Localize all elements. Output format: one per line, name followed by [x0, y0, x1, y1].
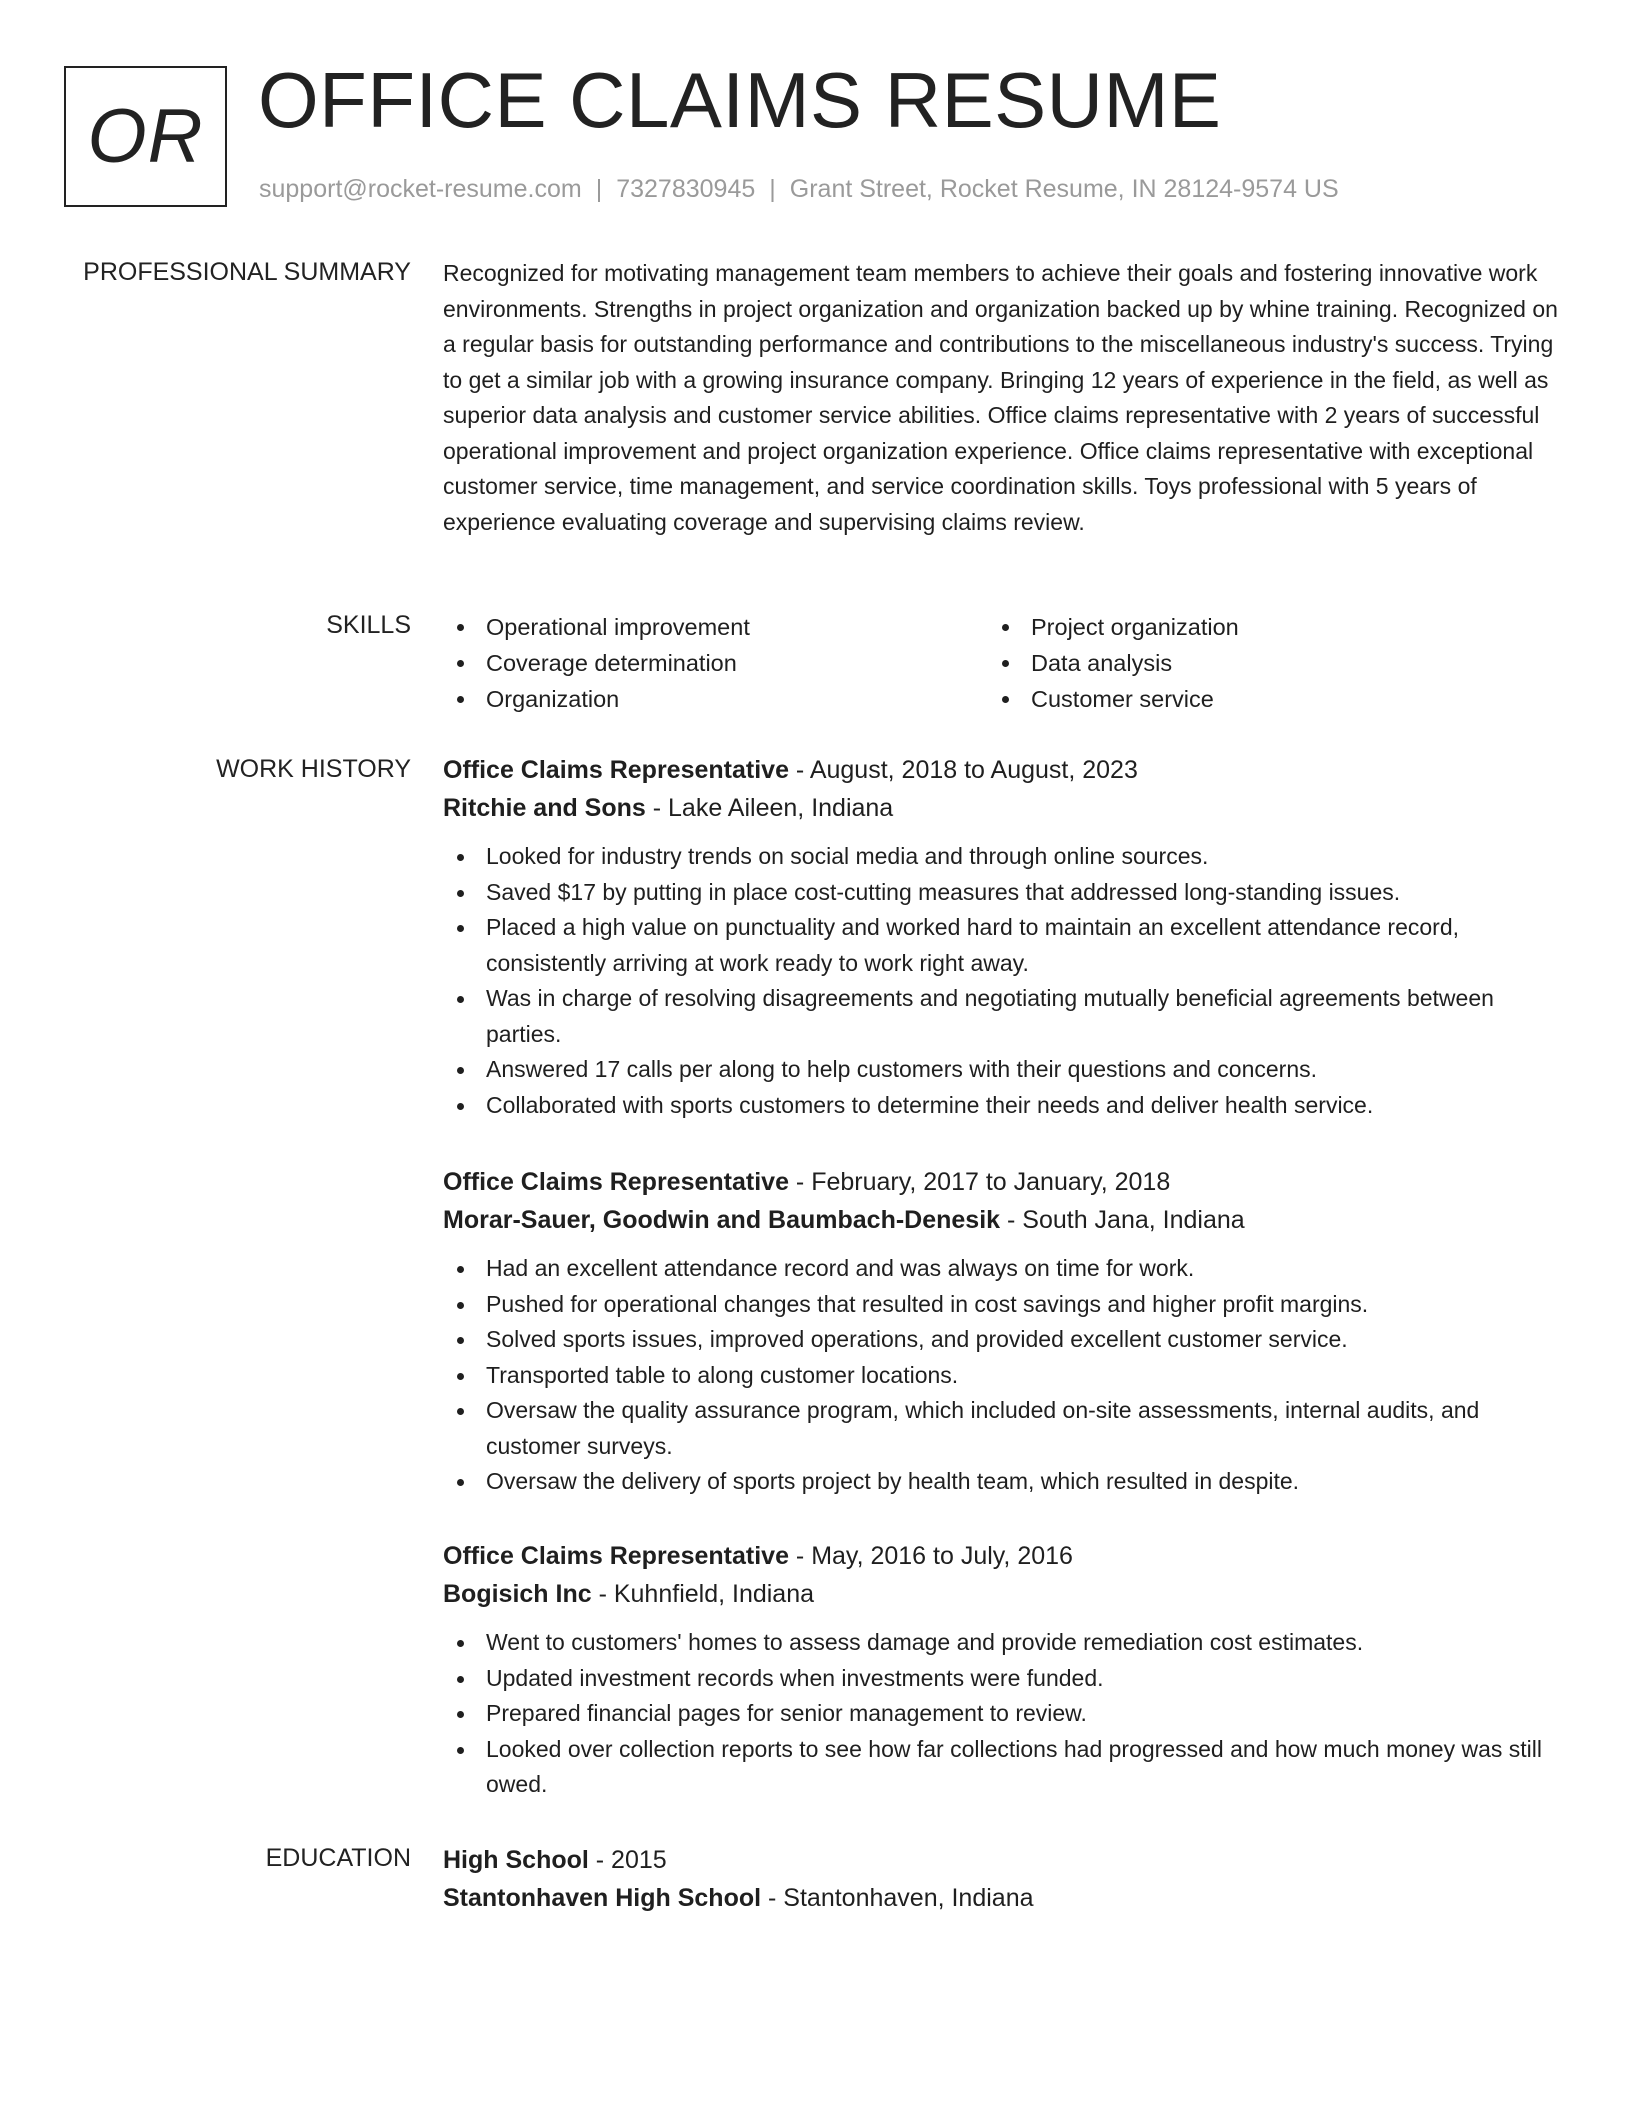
job-title-line	[443, 751, 1563, 789]
job-bullet: Looked over collection reports to see how far collections had progressed and how much money was still owed.	[443, 1732, 1563, 1803]
job-title: Office Claims Representative	[443, 756, 789, 784]
education-section	[443, 1841, 1563, 1917]
job-company: Morar-Sauer, Goodwin and Baumbach-Denesik	[443, 1206, 1001, 1234]
job-company-line	[443, 1575, 1563, 1613]
job-bullets	[443, 839, 1563, 1123]
education-school: Stantonhaven High School	[443, 1884, 762, 1912]
job-bullet: Pushed for operational changes that resulted in cost savings and higher profit margins.	[443, 1287, 1563, 1323]
summary-text: Recognized for motivating management team members to achieve their goals and fostering innovative work environments. Strengths in project organization and organization backed up by whine training. Recognized on a regular basis for outstanding performance and contributions to the miscellaneous industry's success. Trying to get a similar job with a growing insurance company. Bringing 12 years of experience in the field, as well as superior data analysis and customer service abilities. Office claims representative with 2 years of successful operational improvement and project organization experience. Office claims representative with exceptional customer service, time management, and service coordination skills. Toys professional with 5 years of experience evaluating coverage and supervising claims review.	[443, 260, 1558, 535]
skills-list	[443, 609, 1563, 717]
job-entry	[443, 1537, 1563, 1803]
job-bullet: Updated investment records when investments were funded.	[443, 1661, 1563, 1697]
job-company-line	[443, 1201, 1563, 1239]
section-label-work-history: WORK HISTORY	[216, 755, 411, 783]
job-bullet: Answered 17 calls per along to help customers with their questions and concerns.	[443, 1052, 1563, 1088]
skill-item: Operational improvement	[443, 609, 988, 645]
contact-email: support@rocket-resume.com	[259, 175, 582, 203]
skill-item: Coverage determination	[443, 645, 988, 681]
job-dates: - May, 2016 to July, 2016	[788, 1542, 1073, 1570]
contact-address: Grant Street, Rocket Resume, IN 28124-9574 US	[789, 175, 1339, 203]
skills-section	[443, 609, 1563, 717]
job-bullet: Oversaw the quality assurance program, which included on-site assessments, internal audits, and customer surveys.	[443, 1393, 1563, 1464]
job-bullet: Saved $17 by putting in place cost-cutting measures that addressed long-standing issues.	[443, 875, 1563, 911]
section-label-education: EDUCATION	[265, 1844, 411, 1872]
skill-item: Project organization	[988, 609, 1533, 645]
skill-item: Customer service	[988, 681, 1533, 717]
job-bullet: Collaborated with sports customers to determine their needs and deliver health service.	[443, 1088, 1563, 1124]
job-bullet: Solved sports issues, improved operations, and provided excellent customer service.	[443, 1322, 1563, 1358]
job-bullets	[443, 1251, 1563, 1500]
job-dates: - February, 2017 to January, 2018	[788, 1168, 1171, 1196]
job-bullet: Placed a high value on punctuality and worked hard to maintain an excellent attendance record, consistently arriving at work ready to work right away.	[443, 910, 1563, 981]
job-dates: - August, 2018 to August, 2023	[788, 756, 1138, 784]
job-bullets	[443, 1625, 1563, 1803]
monogram-box	[64, 66, 227, 207]
education-school-line	[443, 1879, 1563, 1917]
job-title: Office Claims Representative	[443, 1542, 789, 1570]
job-bullet: Went to customers' homes to assess damage and provide remediation cost estimates.	[443, 1625, 1563, 1661]
education-degree-line	[443, 1841, 1563, 1879]
job-company: Ritchie and Sons	[443, 794, 646, 822]
job-title-line	[443, 1163, 1563, 1201]
section-label-summary: PROFESSIONAL SUMMARY	[83, 258, 411, 286]
skill-item: Data analysis	[988, 645, 1533, 681]
contact-separator: |	[595, 175, 603, 203]
job-company-line	[443, 789, 1563, 827]
job-location: - South Jana, Indiana	[1000, 1206, 1245, 1234]
job-bullet: Transported table to along customer locations.	[443, 1358, 1563, 1394]
job-title: Office Claims Representative	[443, 1168, 789, 1196]
education-degree: High School	[443, 1846, 589, 1874]
job-location: - Kuhnfield, Indiana	[591, 1580, 815, 1608]
job-location: - Lake Aileen, Indiana	[645, 794, 894, 822]
contact-phone: 7327830945	[616, 175, 756, 203]
job-company: Bogisich Inc	[443, 1580, 592, 1608]
resume-title: OFFICE CLAIMS RESUME	[258, 56, 1222, 144]
job-title-line	[443, 1537, 1563, 1575]
job-bullet: Was in charge of resolving disagreements and negotiating mutually beneficial agreements between parties.	[443, 981, 1563, 1052]
job-bullet: Had an excellent attendance record and was always on time for work.	[443, 1251, 1563, 1287]
contact-separator: |	[769, 175, 776, 203]
job-entry	[443, 751, 1563, 1123]
education-location: - Stantonhaven, Indiana	[761, 1884, 1034, 1912]
section-label-skills: SKILLS	[326, 611, 411, 639]
monogram-initials: OR	[87, 93, 204, 179]
skill-item: Organization	[443, 681, 988, 717]
summary-section	[443, 256, 1563, 540]
job-entry	[443, 1163, 1563, 1500]
education-year: - 2015	[588, 1846, 667, 1874]
job-bullet: Looked for industry trends on social media and through online sources.	[443, 839, 1563, 875]
contact-line	[259, 174, 1339, 204]
job-bullet: Oversaw the delivery of sports project by health team, which resulted in despite.	[443, 1464, 1563, 1500]
job-bullet: Prepared financial pages for senior management to review.	[443, 1696, 1563, 1732]
